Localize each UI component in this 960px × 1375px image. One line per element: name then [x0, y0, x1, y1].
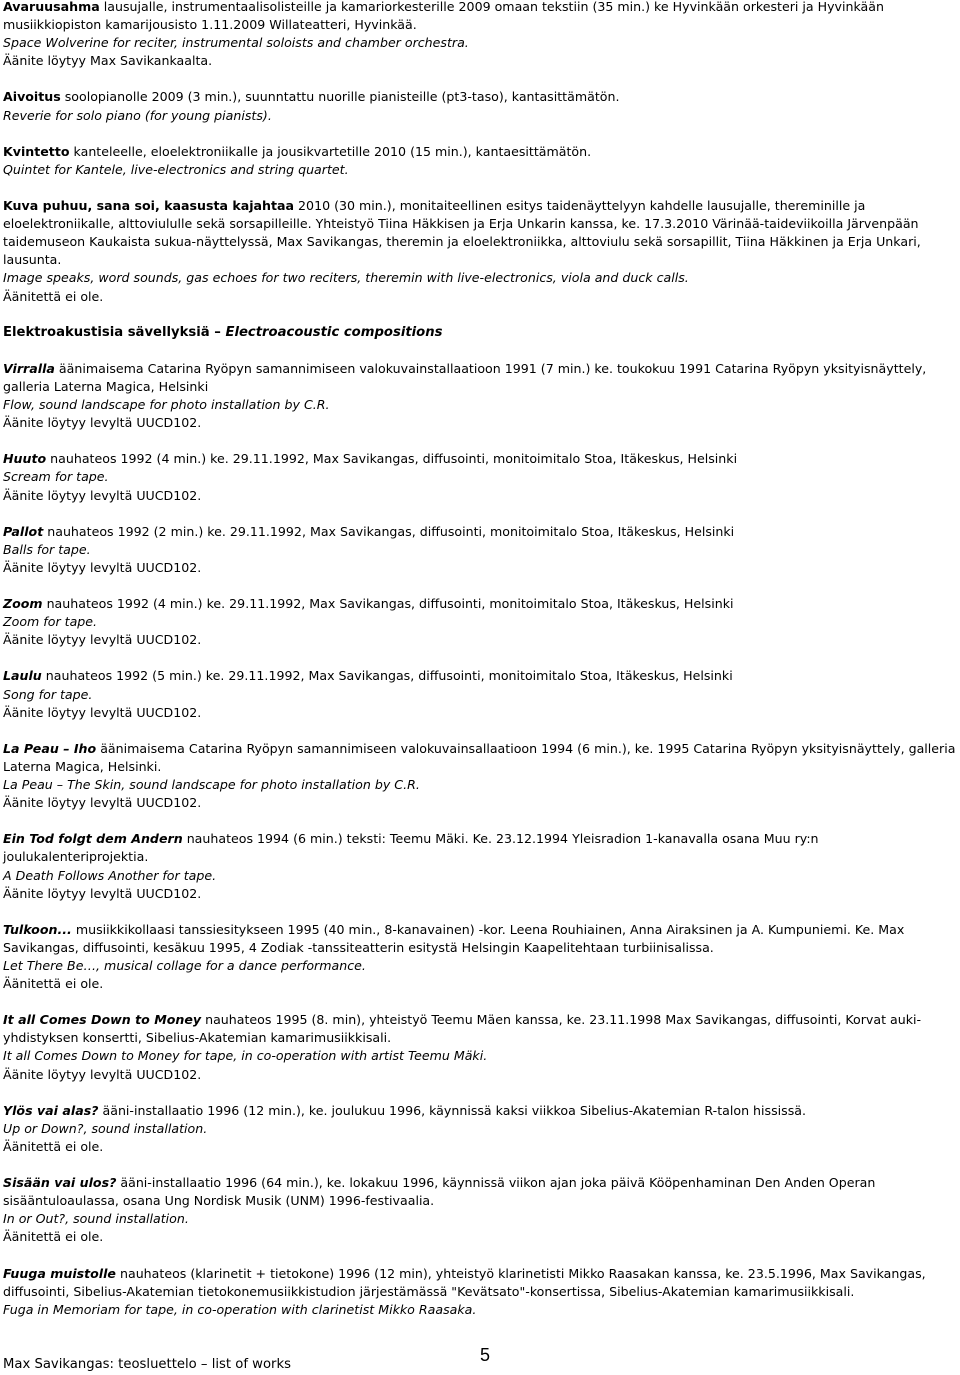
work-description: 2010 (30 min.), monitaiteellinen esitys taidenäyttelyyn kahdelle lausujalle, thereminille ja eloelektroniikalle, alttoviululle sekä sorsapilleille. Yhteistyö Tiina Häkkisen ja Erja Unkarin kanssa, ke. 17.3.2010 Värinää-taideviikoilla Järvenpään taidemuseon Kaukaista sukua-näyttelyssä, Max Savikangas, theremin ja eloelektroniikka, alttoviulu sekä sorsapillit, Tiina Häkkinen ja Erja Unkari, lausunta.: [3, 198, 921, 268]
work-description: nauhateos 1992 (5 min.) ke. 29.11.1992, Max Savikangas, diffusointi, monitoimitalo Stoa, Itäkeskus, Helsinki: [45, 668, 733, 684]
work-title: It all Comes Down to Money: [3, 1012, 202, 1028]
work-entry: [3, 595, 958, 649]
work-description: musiikkikollaasi tanssiesitykseen 1995 (40 min., 8-kanavainen) -kor. Leena Rouhiainen, Anna Airaksinen ja A. Kumpuniemi. Ke. Max Savikangas, diffusointi, kesäkuu 1995, 4 Zodiak -tanssiteatterin esitystä Helsingin Kaapelitehtaan turbiinisalissa.: [3, 921, 905, 955]
work-description-line: [3, 143, 958, 161]
work-recording-note: Äänitettä ei ole.: [3, 288, 104, 304]
work-title: Sisään vai ulos?: [3, 1175, 117, 1191]
work-description: kanteleelle, eloelektroniikalle ja jousikvartetille 2010 (15 min.), kantaesittämätön.: [73, 143, 592, 159]
work-recording-note: Äänite löytyy levyltä UUCD102.: [3, 795, 202, 811]
page-footer: Max Savikangas: teosluettelo – list of works: [3, 1357, 291, 1372]
work-description-line: [3, 0, 958, 34]
work-title: Huuto: [3, 451, 47, 467]
work-description-line: [3, 1265, 958, 1301]
work-description-line: [3, 740, 958, 776]
work-description: lausujalle, instrumentaalisolisteille ja kamariorkesterille 2009 omaan tekstiin (35 min.) ke Hyvinkään orkesteri ja Hyvinkään musiikkiopiston kamarijousisto 1.11.2009 Willateatteri, Hyvinkää.: [3, 0, 884, 33]
work-description-line: [3, 1011, 958, 1047]
work-title: Pallot: [3, 523, 44, 539]
work-recording-note: Äänite löytyy levyltä UUCD102.: [3, 632, 202, 648]
work-entry: [3, 1174, 958, 1246]
work-description: nauhateos 1992 (4 min.) ke. 29.11.1992, Max Savikangas, diffusointi, monitoimitalo Stoa, Itäkeskus, Helsinki: [50, 451, 738, 467]
work-english-title: La Peau – The Skin, sound landscape for photo installation by C.R.: [3, 777, 420, 793]
work-entry: [3, 1265, 958, 1319]
work-title: Avaruusahma: [3, 0, 100, 14]
work-title: Ein Tod folgt dem Andern: [3, 831, 183, 847]
work-english-title: Reverie for solo piano (for young pianists).: [3, 107, 272, 123]
work-description: nauhateos 1992 (4 min.) ke. 29.11.1992, Max Savikangas, diffusointi, monitoimitalo Stoa, Itäkeskus, Helsinki: [46, 596, 734, 612]
work-title: Fuuga muistolle: [3, 1265, 116, 1281]
work-description-line: [3, 595, 958, 613]
document-body: [3, 0, 958, 1337]
work-description-line: [3, 1174, 958, 1210]
work-entry: [3, 143, 958, 179]
work-recording-note: Äänite löytyy levyltä UUCD102.: [3, 1066, 202, 1082]
work-english-title: Let There Be…, musical collage for a dance performance.: [3, 957, 366, 973]
work-recording-note: Äänite löytyy levyltä UUCD102.: [3, 487, 202, 503]
work-description: nauhateos 1994 (6 min.) teksti: Teemu Mäki. Ke. 23.12.1994 Yleisradion 1-kanavalla osana Muu ry:n joulukalenteriprojektia.: [3, 831, 819, 865]
work-title: La Peau – Iho: [3, 740, 97, 756]
work-entry: [3, 830, 958, 902]
work-english-title: Balls for tape.: [3, 541, 91, 557]
work-description: nauhateos 1995 (8. min), yhteistyö Teemu Mäen kanssa, ke. 23.11.1998 Max Savikangas, diffusointi, Korvat auki-yhdistyksen konsertti, Sibelius-Akatemian kamarimusiikkisali.: [3, 1012, 922, 1046]
work-english-title: Image speaks, word sounds, gas echoes for two reciters, theremin with live-electronics, viola and duck calls.: [3, 270, 689, 286]
work-description-line: [3, 830, 958, 866]
work-description-line: [3, 1102, 958, 1120]
work-entry: [3, 197, 958, 306]
work-entry: [3, 523, 958, 577]
work-description-line: [3, 197, 958, 269]
work-english-title: In or Out?, sound installation.: [3, 1211, 189, 1227]
work-entry: [3, 450, 958, 504]
work-description-line: [3, 523, 958, 541]
work-title: Tulkoon...: [3, 921, 72, 937]
work-recording-note: Äänitettä ei ole.: [3, 1138, 104, 1154]
work-english-title: Zoom for tape.: [3, 614, 98, 630]
work-description-line: [3, 667, 958, 685]
work-recording-note: Äänite löytyy levyltä UUCD102.: [3, 885, 202, 901]
work-title: Zoom: [3, 596, 43, 612]
work-description-line: [3, 360, 958, 396]
work-entry: [3, 0, 958, 70]
work-english-title: Up or Down?, sound installation.: [3, 1120, 208, 1136]
work-description: ääni-installaatio 1996 (64 min.), ke. lokakuu 1996, käynnissä viikon ajan joka päivä Kööpenhaminan Den Anden Operan sisääntuloaulassa, osana Ung Nordisk Musik (UNM) 1996-festivaalia.: [3, 1175, 876, 1209]
work-description: nauhateos 1992 (2 min.) ke. 29.11.1992, Max Savikangas, diffusointi, monitoimitalo Stoa, Itäkeskus, Helsinki: [47, 523, 735, 539]
work-entry: [3, 1011, 958, 1083]
work-entry: [3, 740, 958, 812]
work-title: Virralla: [3, 360, 55, 376]
work-list-electroacoustic: [3, 360, 958, 1319]
work-description: nauhateos (klarinetit + tietokone) 1996 (12 min), yhteistyö klarinetisti Mikko Raasakan kanssa, ke. 23.5.1996, Max Savikangas, diffusointi, Sibelius-Akatemian tietokonemusiikkistudion järjestämässä "Kevätsato"-konsertissa, Sibelius-Akatemian kamarimusiikkisali.: [3, 1265, 926, 1299]
work-english-title: Song for tape.: [3, 686, 93, 702]
work-english-title: Quintet for Kantele, live-electronics and string quartet.: [3, 161, 349, 177]
work-recording-note: Äänitettä ei ole.: [3, 1229, 104, 1245]
work-recording-note: Äänite löytyy Max Savikankaalta.: [3, 53, 213, 69]
work-recording-note: Äänite löytyy levyltä UUCD102.: [3, 415, 202, 431]
work-english-title: Space Wolverine for reciter, instrumental soloists and chamber orchestra.: [3, 35, 469, 51]
work-entry: [3, 360, 958, 432]
work-entry: [3, 1102, 958, 1156]
work-entry: [3, 667, 958, 721]
work-description: äänimaisema Catarina Ryöpyn samannimiseen valokuvainsallaatioon 1994 (6 min.), ke. 1995 Catarina Ryöpyn yksityisnäyttely, galleria Laterna Magica, Helsinki.: [3, 740, 956, 774]
work-english-title: Fuga in Memoriam for tape, in co-operation with clarinetist Mikko Raasaka.: [3, 1301, 477, 1317]
work-recording-note: Äänite löytyy levyltä UUCD102.: [3, 704, 202, 720]
page-number: 5: [480, 1345, 491, 1365]
work-title: Kuva puhuu, sana soi, kaasusta kajahtaa: [3, 198, 295, 214]
work-english-title: Scream for tape.: [3, 469, 109, 485]
work-description: soolopianolle 2009 (3 min.), suunntattu nuorille pianisteille (pt3-taso), kantasittämätön.: [64, 89, 620, 105]
work-entry: [3, 88, 958, 124]
work-english-title: A Death Follows Another for tape.: [3, 867, 217, 883]
work-title: Ylös vai alas?: [3, 1102, 99, 1118]
work-recording-note: Äänitettä ei ole.: [3, 976, 104, 992]
work-english-title: Flow, sound landscape for photo installation by C.R.: [3, 397, 330, 413]
section-heading-dash: –: [209, 324, 226, 340]
work-title: Aivoitus: [3, 89, 61, 105]
work-description: äänimaisema Catarina Ryöpyn samannimiseen valokuvainstallaatioon 1991 (7 min.) ke. toukokuu 1991 Catarina Ryöpyn yksityisnäyttely, galleria Laterna Magica, Helsinki: [3, 360, 927, 394]
work-description-line: [3, 921, 958, 957]
work-entry: [3, 921, 958, 993]
work-title: Kvintetto: [3, 143, 70, 159]
section-heading-fi: Elektroakustisia sävellyksiä: [3, 324, 210, 340]
section-heading-en: Electroacoustic compositions: [225, 324, 443, 340]
section-heading: [3, 324, 958, 342]
work-description-line: [3, 450, 958, 468]
work-list-acoustic: [3, 0, 958, 306]
work-title: Laulu: [3, 668, 42, 684]
work-recording-note: Äänite löytyy levyltä UUCD102.: [3, 559, 202, 575]
work-description: ääni-installaatio 1996 (12 min.), ke. joulukuu 1996, käynnissä kaksi viikkoa Sibelius-Akatemian R-talon hississä.: [102, 1102, 806, 1118]
work-description-line: [3, 88, 958, 106]
work-english-title: It all Comes Down to Money for tape, in co-operation with artist Teemu Mäki.: [3, 1048, 488, 1064]
